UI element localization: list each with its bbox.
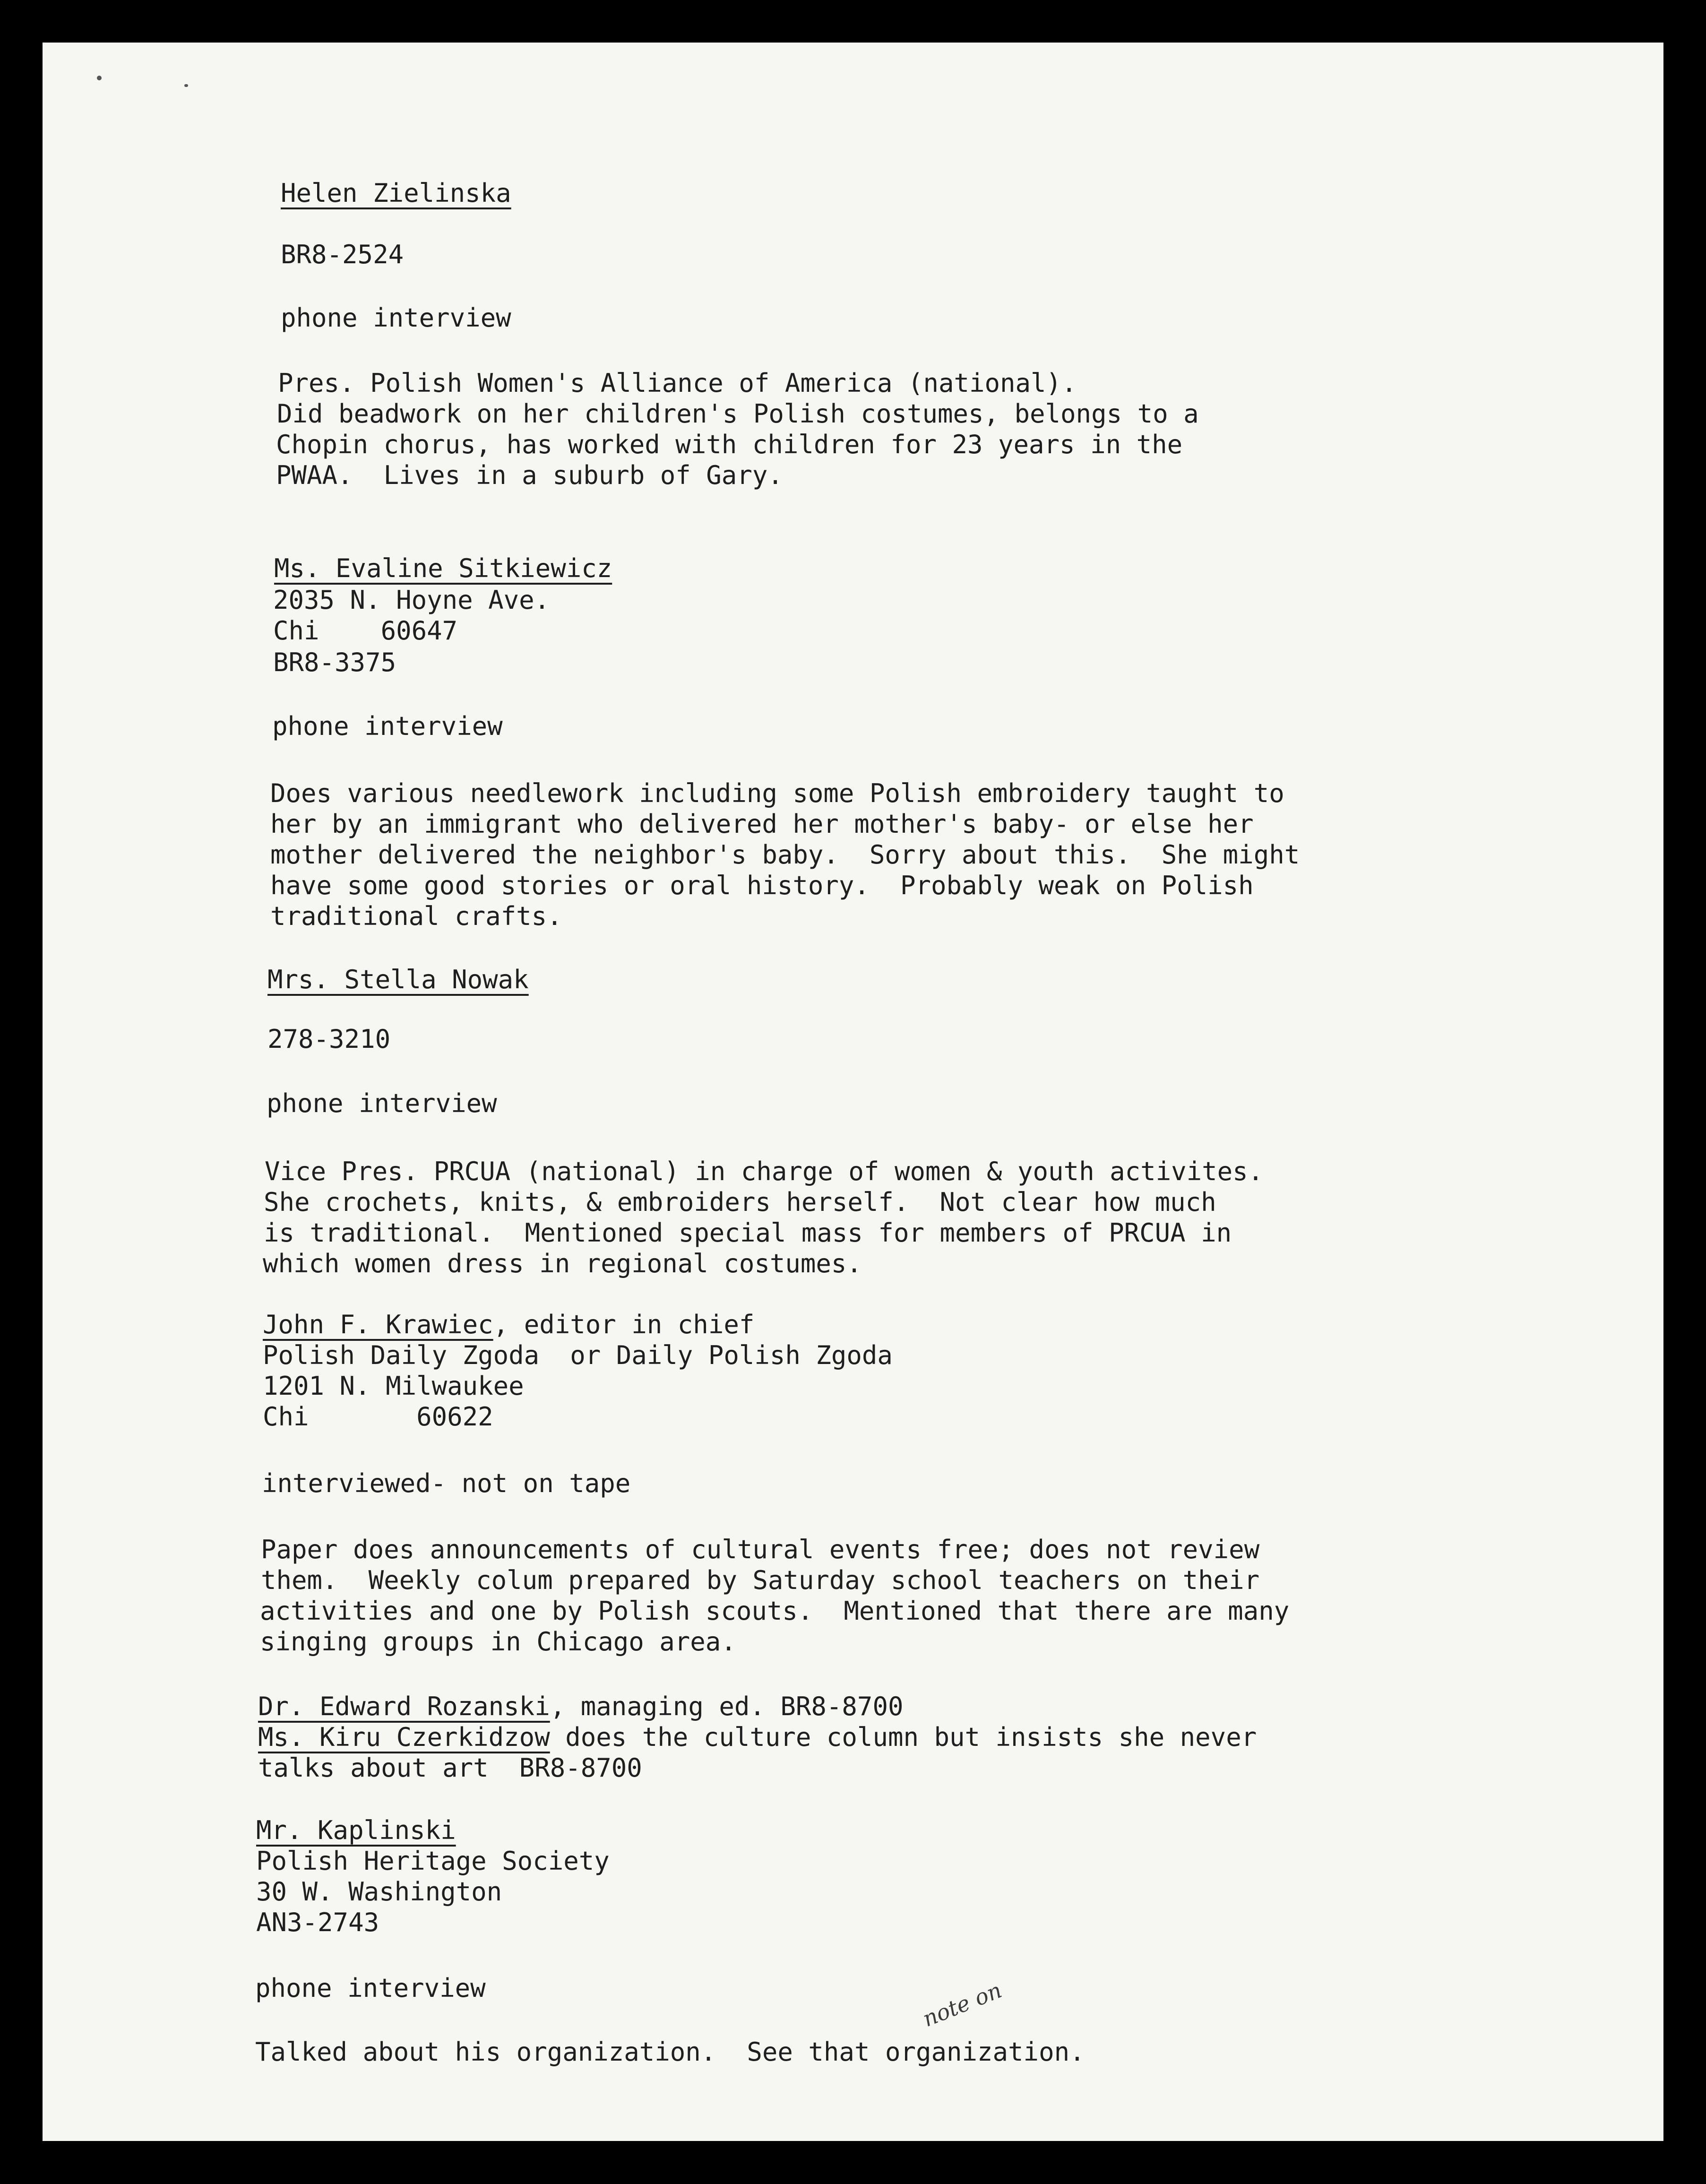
note-line: singing groups in Chicago area. [260,1627,736,1657]
note-line: mother delivered the neighbor's baby. Sorry about this. She might [270,840,1300,870]
staff-detail-continued: talks about art BR8-8700 [258,1753,642,1783]
note-line: activities and one by Polish scouts. Mentioned that there are many [260,1596,1290,1626]
note-line: Chopin chorus, has worked with children for 23 years in the [276,430,1183,459]
staff-contact [258,1722,1257,1752]
note-line: Pres. Polish Women's Alliance of America (national). [278,368,1077,398]
interview-type: phone interview [255,1973,486,2003]
interview-type: phone interview [272,711,503,741]
contact-phone: BR8-2524 [281,240,404,269]
contact-phone: AN3-2743 [256,1908,379,1937]
contact-name: Mr. Kaplinski [256,1815,456,1845]
interview-type: phone interview [281,303,511,333]
caret-insert [793,2037,809,2067]
contact-name: Mrs. Stella Nowak [267,965,529,994]
note-line: have some good stories or oral history. Probably weak on Polish [270,871,1254,900]
note-line: She crochets, knits, & embroiders herself. Not clear how much [264,1187,1216,1217]
note-line: Vice Pres. PRCUA (national) in charge of women & youth activites. [265,1157,1264,1186]
final-note-before: Talked about his organization. See [255,2037,793,2067]
staff-name: Ms. Kiru Czerkidzow [258,1722,550,1752]
note-line: PWAA. Lives in a suburb of Gary. [276,460,783,490]
contact-address: 1201 N. Milwaukee [263,1371,524,1401]
contact-org: Polish Daily Zgoda or Daily Polish Zgoda [263,1340,893,1370]
contact-title: , editor in chief [493,1310,755,1339]
note-line: her by an immigrant who delivered her mother's baby- or else her [270,809,1254,839]
contact-org: Polish Heritage Society [256,1846,610,1876]
contact-name: John F. Krawiec [263,1310,493,1339]
note-line: Does various needlework including some Polish embroidery taught to [270,778,1284,808]
staff-contact [258,1694,903,1719]
contact-name: Ms. Evaline Sitkiewicz [274,553,612,583]
contact-phone: BR8-3375 [273,647,396,677]
final-note-after: that organization. [808,2037,1085,2067]
contact-city: Chi 60647 [273,616,458,646]
note-line: Did beadwork on her children's Polish costumes, belongs to a [277,399,1199,429]
note-line: traditional crafts. [270,901,562,931]
contact-name: Helen Zielinska [281,178,511,208]
contact-address: 30 W. Washington [256,1877,502,1907]
note-line: is traditional. Mentioned special mass for members of PRCUA in [264,1218,1232,1248]
staff-detail: , managing ed. BR8-8700 [550,1692,904,1721]
contact-phone: 278-3210 [267,1024,391,1054]
interview-type: interviewed- not on tape [262,1468,631,1498]
note-line: Paper does announcements of cultural events free; does not review [261,1535,1260,1564]
staff-detail: does the culture column but insists she never [550,1722,1257,1752]
note-line: them. Weekly colum prepared by Saturday school teachers on their [261,1565,1260,1595]
contact-heading [263,1312,754,1338]
staff-name: Dr. Edward Rozanski [258,1692,550,1721]
contact-city: Chi 60622 [263,1402,493,1432]
handwritten-annotation: note on [919,1977,1006,2032]
note-line: which women dress in regional costumes. [263,1249,862,1278]
interview-type: phone interview [267,1088,497,1118]
final-note [255,2039,1085,2065]
contact-address: 2035 N. Hoyne Ave. [273,585,550,615]
